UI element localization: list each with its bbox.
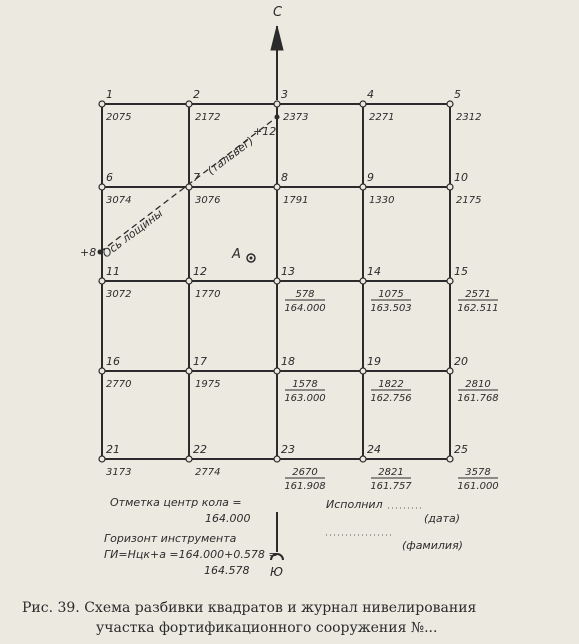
node-reading: 2175 (456, 195, 482, 206)
center-mark-line2: 164.000 (205, 512, 251, 525)
node-labels (99, 88, 499, 492)
surname-label: (фамилия) (402, 539, 463, 552)
grid-node (360, 456, 366, 462)
node-reading: 2774 (195, 467, 221, 478)
node-elevation: 161.768 (457, 393, 499, 404)
node-reading: 3072 (106, 289, 132, 300)
grid-node (447, 456, 453, 462)
grid-node (274, 278, 280, 284)
grid-node (360, 368, 366, 374)
node-reading: 1578 (292, 379, 318, 390)
node-number: 13 (281, 265, 295, 278)
grid-node (447, 101, 453, 107)
node-reading: 2670 (292, 467, 318, 478)
talweg-label: (тальвег) (204, 134, 257, 178)
point-8-label: +8 (80, 246, 97, 259)
node-elevation: 164.000 (284, 303, 326, 314)
node-number: 14 (367, 265, 381, 278)
node-number: 19 (367, 355, 381, 368)
node-number: 7 (193, 171, 200, 184)
grid-node (99, 278, 105, 284)
node-elevation: 162.756 (370, 393, 412, 404)
node-number: 1 (106, 88, 113, 101)
center-mark-line1: Отметка центр кола = (110, 496, 242, 509)
node-number: 21 (106, 443, 120, 456)
south-label: Ю (270, 565, 283, 579)
date-label: (дата) (424, 512, 461, 525)
node-reading: 578 (295, 289, 315, 300)
grid-node (274, 368, 280, 374)
grid-node (447, 184, 453, 190)
performed-label: Исполнил (326, 498, 383, 511)
point-a-label: А (232, 247, 241, 262)
grid-node (274, 184, 280, 190)
node-reading: 2312 (456, 112, 482, 123)
grid-node (274, 456, 280, 462)
grid-node (186, 456, 192, 462)
horizon-line3: 164.578 (204, 564, 250, 577)
grid-node (360, 278, 366, 284)
node-number: 24 (367, 443, 381, 456)
node-elevation: 163.503 (370, 303, 412, 314)
node-number: 3 (281, 88, 288, 101)
grid-node (186, 101, 192, 107)
point-12-dot (275, 115, 280, 120)
node-reading: 1075 (378, 289, 404, 300)
grid-node (186, 368, 192, 374)
grid-node (99, 456, 105, 462)
grid-node (360, 101, 366, 107)
grid-node (99, 101, 105, 107)
node-elevation: 163.000 (284, 393, 326, 404)
grid-node (99, 368, 105, 374)
grid-node (186, 278, 192, 284)
node-reading: 2271 (369, 112, 395, 123)
node-number: 18 (281, 355, 295, 368)
grid-node (99, 184, 105, 190)
caption-line2: участка фортификационного сооружения №... (96, 620, 438, 636)
node-reading: 1770 (195, 289, 221, 300)
node-number: 4 (367, 88, 374, 101)
node-reading: 2571 (465, 289, 491, 300)
node-number: 5 (454, 88, 461, 101)
point-a-center (250, 257, 253, 260)
grid-node (274, 101, 280, 107)
node-reading: 1791 (283, 195, 309, 206)
horizon-line1: Горизонт инструмента (104, 532, 237, 545)
ravine-axis-label: Ось лощины (99, 206, 166, 261)
node-reading: 2821 (378, 467, 404, 478)
grid-node (447, 278, 453, 284)
node-elevation: 161.000 (457, 481, 499, 492)
grid-node (186, 184, 192, 190)
node-number: 6 (106, 171, 113, 184)
node-elevation: 161.757 (370, 481, 412, 492)
node-number: 16 (106, 355, 120, 368)
node-number: 8 (281, 171, 288, 184)
node-number: 20 (454, 355, 468, 368)
node-reading: 2172 (195, 112, 221, 123)
node-reading: 2770 (106, 379, 132, 390)
node-reading: 3076 (195, 195, 221, 206)
node-number: 9 (367, 171, 374, 184)
point-12-label: +12 (253, 125, 277, 138)
node-reading: 1975 (195, 379, 221, 390)
node-reading: 1330 (369, 195, 395, 206)
node-reading: 2373 (283, 112, 309, 123)
grid-node (360, 184, 366, 190)
node-reading: 2075 (106, 112, 132, 123)
node-number: 22 (193, 443, 207, 456)
node-reading: 2810 (465, 379, 491, 390)
node-number: 23 (281, 443, 295, 456)
horizon-line2: ГИ=Нцк+а =164.000+0.578 = (104, 548, 278, 561)
node-elevation: 162.511 (457, 303, 499, 314)
node-number: 11 (106, 265, 120, 278)
node-reading: 1822 (378, 379, 404, 390)
node-reading: 3173 (106, 467, 132, 478)
node-number: 2 (193, 88, 200, 101)
caption-line1: Рис. 39. Схема разбивки квадратов и журнал нивелирования (22, 600, 477, 616)
node-reading: 3074 (106, 195, 132, 206)
node-number: 12 (193, 265, 207, 278)
node-number: 15 (454, 265, 468, 278)
node-number: 10 (454, 171, 468, 184)
node-number: 17 (193, 355, 207, 368)
north-label: С (273, 5, 283, 20)
node-reading: 3578 (465, 467, 491, 478)
node-elevation: 161.908 (284, 481, 326, 492)
node-number: 25 (454, 443, 468, 456)
grid-node (447, 368, 453, 374)
